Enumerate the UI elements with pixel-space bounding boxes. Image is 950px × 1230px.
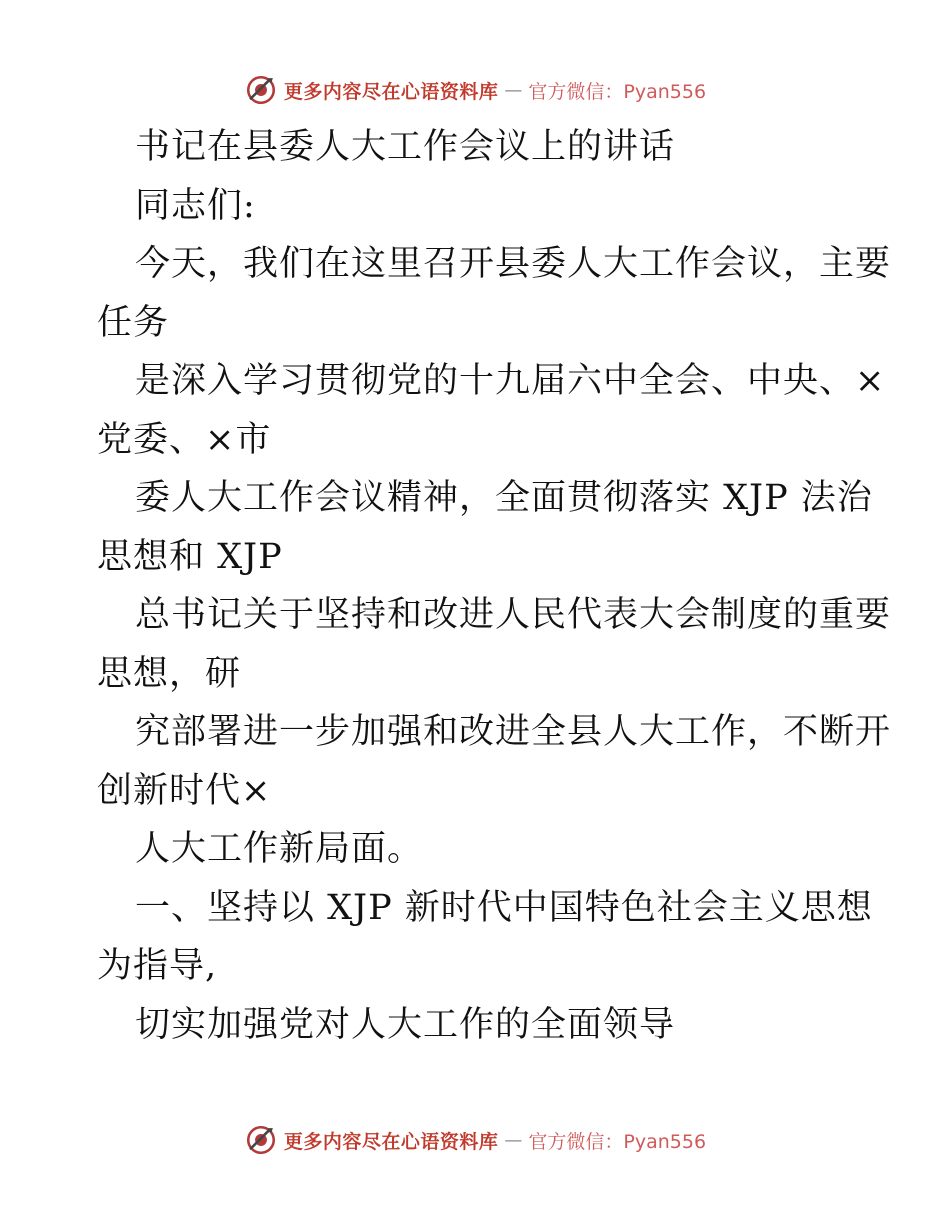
document-title: 书记在县委人大工作会议上的讲话: [135, 127, 676, 167]
salutation: 同志们:: [135, 185, 256, 226]
text-line: 究部署进一步加强和改进全县人大工作，不断开: [135, 712, 892, 752]
banner-separator: —: [504, 79, 523, 101]
brand-logo-icon: [244, 1123, 278, 1157]
header-banner: [0, 70, 950, 110]
text-line: 为指导,: [97, 946, 218, 986]
text-line: 党委、×市: [97, 419, 272, 460]
document-body: [97, 118, 892, 1054]
footer-banner: [0, 1120, 950, 1160]
section-heading: 一、坚持以 XJP 新时代中国特色社会主义思想: [135, 887, 873, 928]
text-line: 总书记关于坚持和改进人民代表大会制度的重要: [135, 595, 892, 635]
banner-main-text: 更多内容尽在心语资料库: [283, 80, 499, 103]
text-line: 委人大工作会议精神，全面贯彻落实 XJP 法治: [135, 478, 873, 518]
banner-wechat-text: 官方微信：Pyan556: [528, 1130, 707, 1153]
banner-wechat-text: 官方微信：Pyan556: [528, 80, 707, 103]
brand-logo-icon: [244, 73, 278, 107]
text-line: 是深入学习贯彻党的十九届六中全会、中央、×: [135, 361, 886, 401]
text-line: 人大工作新局面。: [135, 829, 424, 869]
banner-separator: —: [504, 1129, 523, 1151]
text-line: 思想，研: [97, 653, 242, 694]
text-line: 创新时代×: [97, 770, 272, 811]
text-line: 任务: [97, 302, 170, 343]
text-line: 思想和 XJP: [97, 536, 283, 577]
banner-main-text: 更多内容尽在心语资料库: [283, 1130, 499, 1153]
text-line: 切实加强党对人大工作的全面领导: [135, 1004, 676, 1045]
text-line: 今天，我们在这里召开县委人大工作会议，主要: [135, 244, 892, 284]
